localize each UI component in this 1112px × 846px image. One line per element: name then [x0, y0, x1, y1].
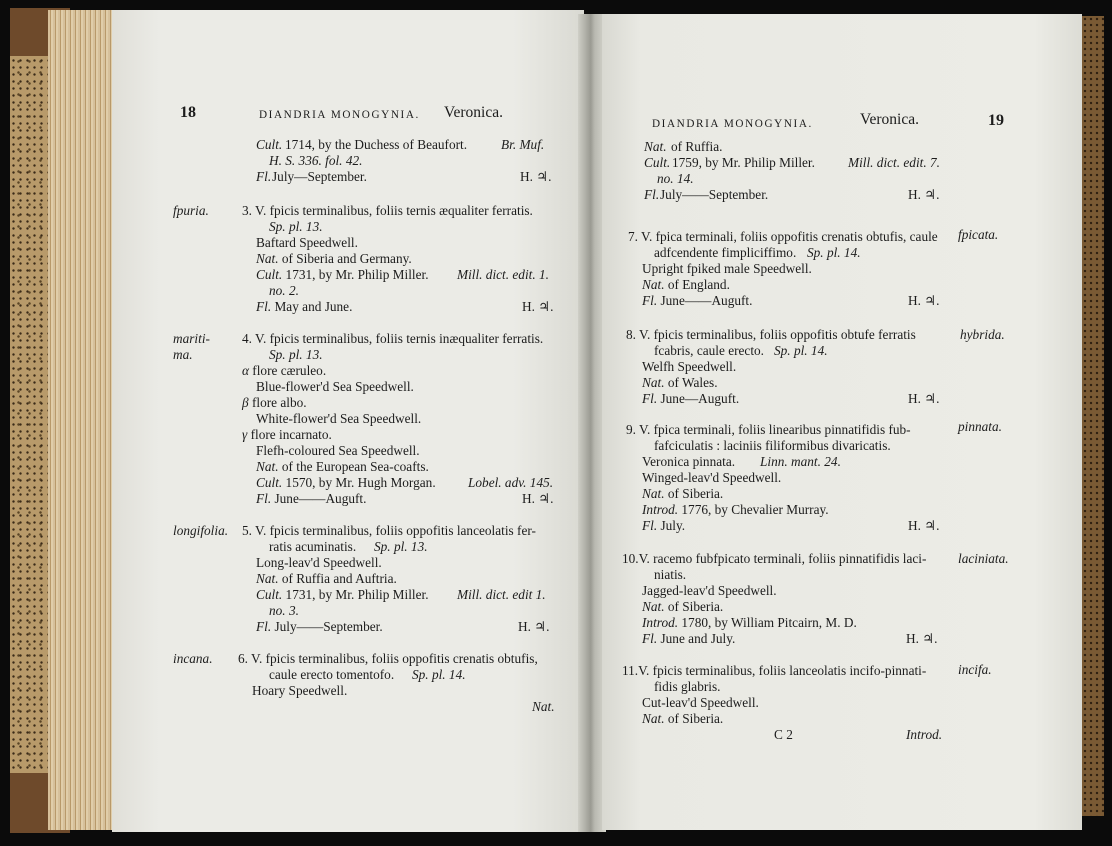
cult-line: Cult. 1731, by Mr. Philip Miller.: [256, 267, 429, 282]
cult-ref: Br. Muf.: [501, 137, 545, 152]
entry-line: 10.V. racemo fubfpicato terminali, foliis pinnatifidis laci-: [622, 551, 927, 566]
flowering-line: Fl. June—Auguft.: [642, 391, 740, 406]
habit: H. ♃.: [908, 391, 940, 406]
entry-line: 9. V. fpica terminali, foliis linearibus pinnatifidis fub-: [626, 422, 911, 437]
cult-text: 1714, by the Duchess of Beaufort.: [285, 137, 468, 152]
flowering-line: Fl. July.: [642, 518, 686, 533]
entry-line: no. 3.: [269, 603, 299, 618]
species-name: mariti-: [173, 331, 210, 346]
common-name: Cut-leav'd Speedwell.: [642, 695, 759, 710]
fl-text: July——September.: [660, 187, 769, 202]
common-name: Blue-flower'd Sea Speedwell.: [256, 379, 414, 394]
fl-label: Fl.: [256, 169, 272, 184]
running-head-genus: Veronica.: [444, 104, 503, 121]
species-name: hybrida.: [960, 327, 1005, 342]
native-line: Nat. of Wales.: [642, 375, 718, 390]
habit: H. ♃.: [518, 619, 550, 634]
species-name: pinnata.: [958, 419, 1002, 434]
habit: H. ♃.: [908, 187, 940, 202]
entry-line: 5. V. fpicis terminalibus, foliis oppofitis lanceolatis fer-: [242, 523, 536, 538]
native-line: Nat. of Ruffia and Auftria.: [256, 571, 397, 586]
cult-ref: Mill. dict. edit. 1.: [457, 267, 549, 282]
introduced-line: Introd. 1776, by Chevalier Murray.: [642, 502, 829, 517]
entry-line: ratis acuminatis.: [269, 539, 357, 554]
common-name: Jagged-leav'd Speedwell.: [642, 583, 777, 598]
variety-line: β flore albo.: [242, 395, 307, 410]
native-line: Nat. of Siberia and Germany.: [256, 251, 412, 266]
entry-line: no. 2.: [269, 283, 299, 298]
nat-label: Nat.: [644, 139, 667, 154]
flowering-line: Fl. July——September.: [256, 619, 383, 634]
entry-ref: Sp. pl. 14.: [774, 343, 828, 358]
variety-line: γ flore incarnato.: [242, 427, 332, 442]
common-name: White-flower'd Sea Speedwell.: [256, 411, 422, 426]
entry-line: fafciculatis : laciniis filiformibus divaricatis.: [654, 438, 891, 453]
entry-line: fcabris, caule erecto.: [654, 343, 764, 358]
entry-ref: Sp. pl. 14.: [807, 245, 861, 260]
cult-ref: Mill. dict. edit 1.: [457, 587, 546, 602]
habit: H. ♃.: [522, 491, 554, 506]
cult-ref: Mill. dict. edit. 7.: [848, 155, 940, 170]
nat-text: of Ruffia.: [671, 139, 723, 154]
right-page: [602, 14, 1082, 830]
left-page: [112, 10, 584, 832]
cult-text: 1759, by Mr. Philip Miller.: [672, 155, 815, 170]
native-line: Nat. of Siberia.: [642, 486, 724, 501]
running-head-genus: Veronica.: [860, 111, 919, 128]
entry-line: 7. V. fpica terminali, foliis oppofitis crenatis obtufis, caule: [628, 229, 938, 244]
common-name: Upright fpiked male Speedwell.: [642, 261, 812, 276]
entry-line: Sp. pl. 13.: [269, 219, 323, 234]
cult-ref-continued: H. S. 336. fol. 42.: [269, 153, 363, 168]
running-head-class: DIANDRIA MONOGYNIA.: [259, 109, 420, 121]
common-name: Flefh-coloured Sea Speedwell.: [256, 443, 420, 458]
cult-ref-continued: no. 14.: [657, 171, 694, 186]
species-name: fpuria.: [173, 203, 209, 218]
common-name: Welfh Speedwell.: [642, 359, 737, 374]
signature-mark: C 2: [774, 727, 793, 742]
page-number: 18: [180, 104, 196, 121]
entry-line: fidis glabris.: [654, 679, 721, 694]
fl-text: July—September.: [272, 169, 367, 184]
entry-line: Sp. pl. 13.: [269, 347, 323, 362]
entry-line: adfcendente fimpliciffimo.: [654, 245, 797, 260]
native-line: Nat. of Siberia.: [642, 711, 724, 726]
variety-line: α flore cæruleo.: [242, 363, 327, 378]
common-name: Hoary Speedwell.: [252, 683, 348, 698]
cult-line: Cult. 1731, by Mr. Philip Miller.: [256, 587, 429, 602]
habit: H. ♃.: [906, 631, 938, 646]
species-name: incifa.: [958, 662, 992, 677]
common-name: Long-leav'd Speedwell.: [256, 555, 382, 570]
cult-label: Cult.: [644, 155, 671, 170]
entry-line: 3. V. fpicis terminalibus, foliis ternis æqualiter ferratis.: [242, 203, 533, 218]
synonym-line: Veronica pinnata.: [642, 454, 736, 469]
habit: H. ♃.: [520, 169, 552, 184]
flowering-line: Fl. June——Auguft.: [256, 491, 367, 506]
common-name: Winged-leav'd Speedwell.: [642, 470, 782, 485]
cult-line: Cult. 1570, by Mr. Hugh Morgan.: [256, 475, 436, 490]
cult-label: Cult.: [256, 137, 283, 152]
entry-line: 6. V. fpicis terminalibus, foliis oppofitis crenatis obtufis,: [238, 651, 538, 666]
flowering-line: Fl. June——Auguft.: [642, 293, 753, 308]
catchword: Nat.: [532, 699, 555, 714]
species-name: fpicata.: [958, 227, 999, 242]
entry-ref: Sp. pl. 13.: [374, 539, 428, 554]
species-name: longifolia.: [173, 523, 229, 538]
flowering-line: Fl. June and July.: [642, 631, 736, 646]
native-line: Nat. of England.: [642, 277, 730, 292]
entry-line: 4. V. fpicis terminalibus, foliis ternis inæqualiter ferratis.: [242, 331, 544, 346]
cult-ref: Lobel. adv. 145.: [468, 475, 554, 490]
page-number: 19: [988, 112, 1004, 129]
running-head-class: DIANDRIA MONOGYNIA.: [652, 118, 813, 130]
common-name: Baftard Speedwell.: [256, 235, 358, 250]
entry-line: niatis.: [654, 567, 687, 582]
entry-line: caule erecto tomentofo.: [269, 667, 395, 682]
native-line: Nat. of Siberia.: [642, 599, 724, 614]
habit: H. ♃.: [522, 299, 554, 314]
entry-line: 8. V. fpicis terminalibus, foliis oppofitis obtufe ferratis: [626, 327, 916, 342]
catchword: Introd.: [906, 727, 943, 742]
species-name: laciniata.: [958, 551, 1009, 566]
entry-ref: Linn. mant. 24.: [760, 454, 841, 469]
habit: H. ♃.: [908, 518, 940, 533]
entry-ref: Sp. pl. 14.: [412, 667, 466, 682]
fl-label: Fl.: [644, 187, 660, 202]
introduced-line: Introd. 1780, by William Pitcairn, M. D.: [642, 615, 857, 630]
species-name-continued: ma.: [173, 347, 193, 362]
flowering-line: Fl. May and June.: [256, 299, 353, 314]
page-edges: [48, 10, 114, 830]
habit: H. ♃.: [908, 293, 940, 308]
species-name: incana.: [173, 651, 213, 666]
native-line: Nat. of the European Sea-coafts.: [256, 459, 429, 474]
entry-line: 11.V. fpicis terminalibus, foliis lanceolatis incifo-pinnati-: [622, 663, 927, 678]
